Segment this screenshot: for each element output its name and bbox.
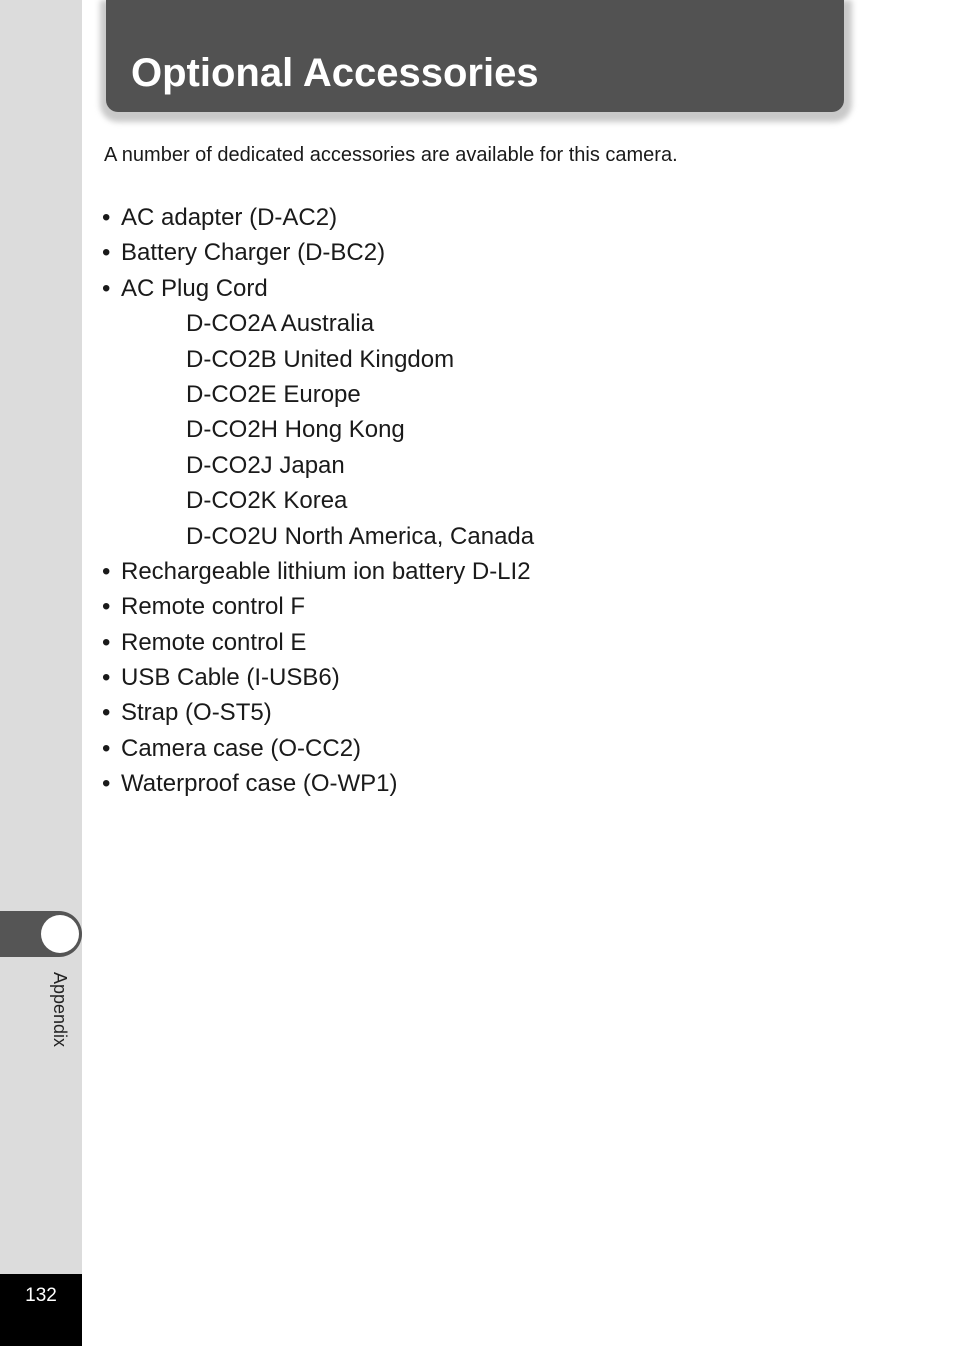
plug-cord-variant [102, 342, 534, 377]
list-item-text: D-CO2H Hong Kong [186, 416, 405, 444]
list-item [102, 660, 534, 695]
intro-text: A number of dedicated accessories are available for this camera. [104, 144, 678, 166]
bullet-icon: • [102, 770, 111, 798]
list-item-text: Rechargeable lithium ion battery D-LI2 [121, 557, 531, 585]
page-number: 132 [25, 1285, 57, 1306]
bullet-icon: • [102, 593, 111, 621]
list-item [102, 589, 534, 624]
list-item [102, 200, 534, 235]
list-item-text: Strap (O-ST5) [121, 699, 272, 727]
plug-cord-variant [102, 306, 534, 341]
list-item-text: D-CO2K Korea [186, 487, 348, 515]
bullet-icon: • [102, 239, 111, 267]
list-item-text: Remote control E [121, 628, 307, 656]
sidebar [0, 0, 82, 1346]
plug-cord-variant [102, 377, 534, 412]
list-item [102, 625, 534, 660]
bullet-icon: • [102, 734, 111, 762]
list-item-text: D-CO2B United Kingdom [186, 345, 455, 373]
list-item-text: Battery Charger (D-BC2) [121, 239, 386, 267]
list-item [102, 235, 534, 270]
chapter-label: Appendix [50, 972, 70, 1048]
bullet-icon: • [102, 628, 111, 656]
plug-cord-variant [102, 412, 534, 447]
list-item-text: AC Plug Cord [121, 274, 268, 302]
list-item-text: Waterproof case (O-WP1) [121, 770, 398, 798]
bullet-icon: • [102, 664, 111, 692]
list-item-text: Camera case (O-CC2) [121, 734, 362, 762]
bullet-icon: • [102, 557, 111, 585]
page-title: Optional Accessories [131, 51, 539, 95]
list-item-text: D-CO2J Japan [186, 451, 345, 479]
bullet-icon: • [102, 699, 111, 727]
list-item [102, 554, 534, 589]
plug-cord-variant [102, 519, 534, 554]
plug-cord-variant [102, 448, 534, 483]
bullet-icon: • [102, 274, 111, 302]
list-item [102, 271, 534, 306]
plug-cord-variant [102, 483, 534, 518]
list-item-text: D-CO2A Australia [186, 310, 375, 338]
chapter-tab-circle-icon [41, 915, 79, 953]
list-item [102, 731, 534, 766]
list-item-text: D-CO2E Europe [186, 380, 361, 408]
accessory-list [102, 200, 534, 802]
list-item [102, 766, 534, 801]
list-item-text: D-CO2U North America, Canada [186, 522, 535, 550]
list-item [102, 695, 534, 730]
list-item-text: USB Cable (I-USB6) [121, 664, 340, 692]
list-item-text: AC adapter (D-AC2) [121, 204, 338, 231]
list-item-text: Remote control F [121, 593, 306, 621]
bullet-icon: • [102, 204, 111, 231]
